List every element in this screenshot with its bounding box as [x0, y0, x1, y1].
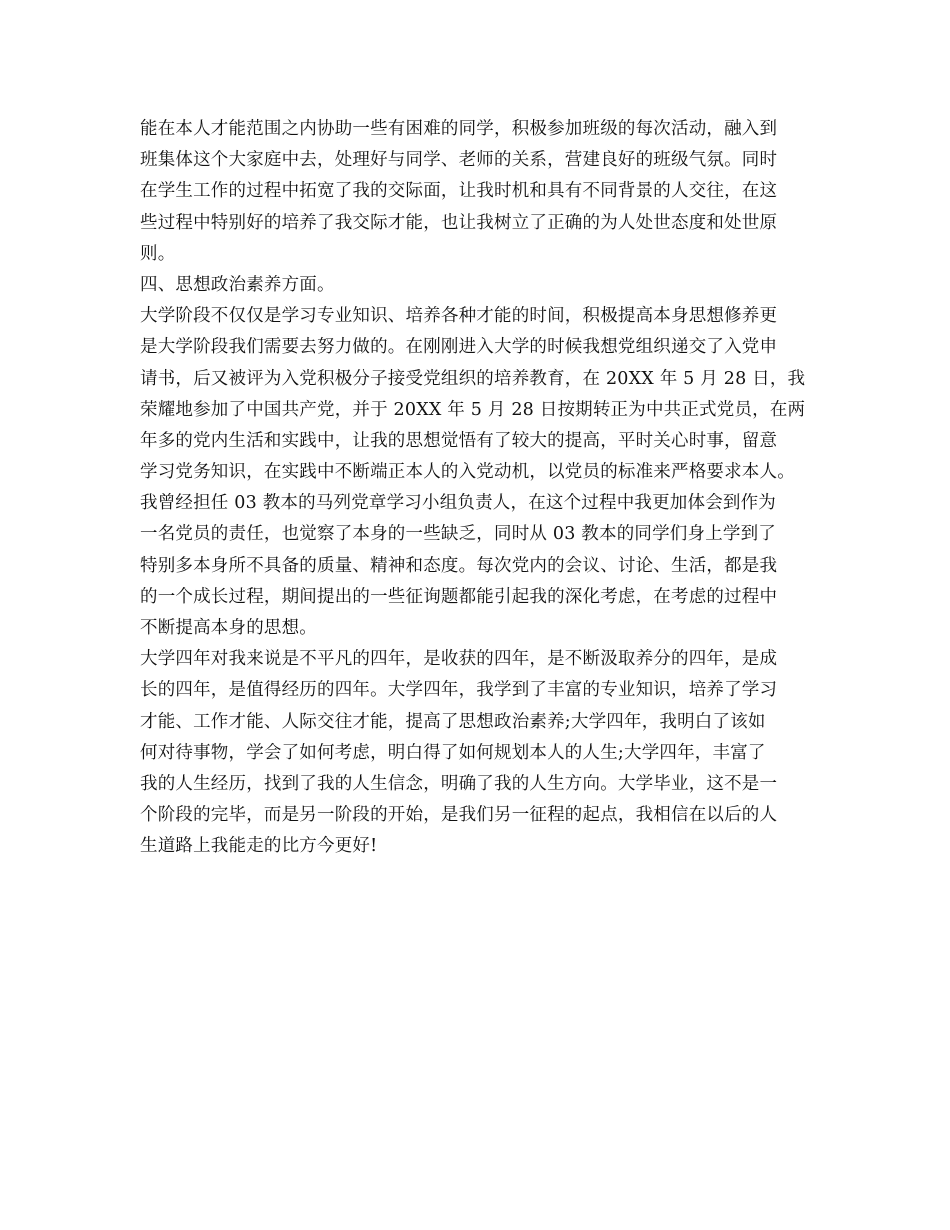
document-body — [140, 114, 820, 863]
text-line: 学习党务知识，在实践中不断端正本人的入党动机，以党员的标准来严格要求本人。 — [140, 462, 795, 483]
text-line: 个阶段的完毕，而是另一阶段的开始，是我们另一征程的起点，我相信在以后的人 — [140, 805, 778, 826]
text-line: 荣耀地参加了中国共产党，并于 20XX 年 5 月 28 日按期转正为中共正式党员，在两 — [140, 399, 806, 420]
text-line: 则。 — [140, 243, 176, 264]
text-line: 在学生工作的过程中拓宽了我的交际面，让我时机和具有不同背景的人交往，在这 — [140, 181, 778, 202]
text-line: 大学阶段不仅仅是学习专业知识、培养各种才能的时间，积极提高本身思想修养更 — [140, 306, 778, 327]
text-line: 请书，后又被评为入党积极分子接受党组织的培养教育，在 20XX 年 5 月 28 日，我 — [140, 368, 806, 389]
text-line: 一名党员的责任，也觉察了本身的一些缺乏，同时从 03 教本的同学们身上学到了 — [140, 524, 776, 545]
text-line: 不断提高本身的思想。 — [140, 618, 317, 638]
text-line: 的一个成长过程，期间提出的一些征询题都能引起我的深化考虑，在考虑的过程中 — [140, 586, 778, 607]
text-line: 何对待事物，学会了如何考虑，明白得了如何规划本人的人生;大学四年，丰富了 — [140, 742, 766, 763]
text-line: 生道路上我能走的比方今更好! — [140, 836, 378, 857]
text-line: 我曾经担任 03 教本的马列党章学习小组负责人，在这个过程中我更加体会到作为 — [140, 493, 776, 514]
text-line: 是大学阶段我们需要去努力做的。在刚刚进入大学的时候我想党组织递交了入党申 — [140, 337, 778, 358]
text-line: 长的四年，是值得经历的四年。大学四年，我学到了丰富的专业知识，培养了学习 — [140, 680, 778, 701]
text-line: 班集体这个大家庭中去，处理好与同学、老师的关系，营建良好的班级气氛。同时 — [140, 150, 778, 171]
section-heading: 四、思想政治素养方面。 — [140, 274, 335, 295]
text-line: 能在本人才能范围之内协助一些有困难的同学，积极参加班级的每次活动，融入到 — [140, 119, 778, 139]
text-line: 才能、工作才能、人际交往才能，提高了思想政治素养;大学四年，我明白了该如 — [140, 711, 766, 732]
text-line: 些过程中特别好的培养了我交际才能，也让我树立了正确的为人处世态度和处世原 — [140, 212, 778, 233]
text-line: 特别多本身所不具备的质量、精神和态度。每次党内的会议、讨论、生活，都是我 — [140, 555, 778, 576]
text-line: 大学四年对我来说是不平凡的四年，是收获的四年，是不断汲取养分的四年，是成 — [140, 649, 778, 670]
text-line: 年多的党内生活和实践中，让我的思想觉悟有了较大的提高，平时关心时事，留意 — [140, 430, 778, 451]
text-line: 我的人生经历，找到了我的人生信念，明确了我的人生方向。大学毕业，这不是一 — [140, 773, 778, 794]
